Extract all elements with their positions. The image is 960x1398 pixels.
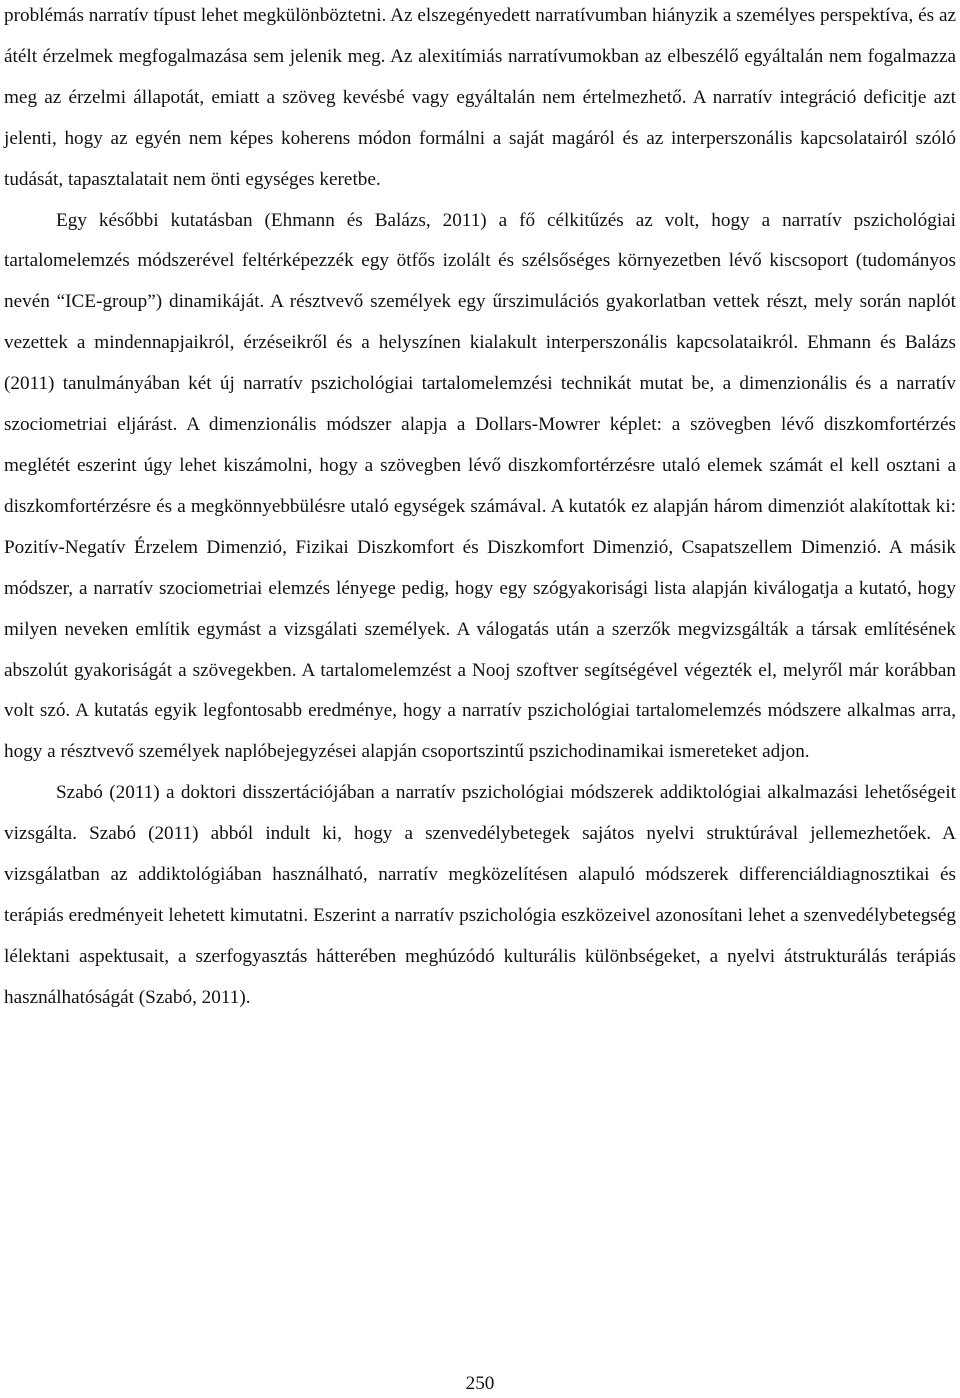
paragraph-szabo: Szabó (2011) a doktori disszertációjában a narratív pszichológiai módszerek addiktológiai alkalmazási lehetőségeit vizsgálta. Szabó (2011) abból indult ki, hogy a szenvedélybetegek sajátos nyelvi struktúrával jellemezhetőek. A vizsgálatban az addiktológiában használható, narratív megközelítésen alapuló módszerek differenciáldiagnosztikai és terápiás eredményeit lehetett kimutatni. Eszerint a narratív pszichológia eszközeivel azonosítani lehet a szenvedélybetegség lélektani aspektusait, a szerfogyasztás hátterében meghúzódó kulturális különbségeket, a nyelvi átstrukturálás terápiás használhatóságát (Szabó, 2011). xyxy=(4,782,956,1008)
document-page xyxy=(4,0,956,1019)
page-number: 250 xyxy=(465,1373,495,1394)
paragraph-continued: problémás narratív típust lehet megkülönböztetni. Az elszegényedett narratívumban hiányzik a személyes perspektíva, és az átélt érzelmek megfogalmazása sem jelenik meg. Az alexitímiás narratívumokban az elbeszélő egyáltalán nem fogalmazza meg az érzelmi állapotát, emiatt a szöveg kevésbé vagy egyáltalán nem értelmezhető. A narratív integráció deficitje azt jelenti, hogy az egyén nem képes koherens módon formálni a saját magáról és az interperszonális kapcsolatairól szóló tudását, tapasztalatait nem önti egységes keretbe. xyxy=(4,5,956,190)
paragraph-ehmann-balazs: Egy későbbi kutatásban (Ehmann és Balázs, 2011) a fő célkitűzés az volt, hogy a narratív pszichológiai tartalomelemzés módszerével feltérképezzék egy ötfős izolált és szélsőséges környezetben lévő kiscsoport (tudományos nevén “ICE-group”) dinamikáját. A résztvevő személyek egy űrszimulációs gyakorlatban vettek részt, mely során naplót vezettek a mindennapjaikról, érzéseikről és a helyszínen kialakult interperszonális kapcsolataikról. Ehmann és Balázs (2011) tanulmányában két új narratív pszichológiai tartalomelemzési technikát mutat be, a dimenzionális és a narratív szociometriai eljárást. A dimenzionális módszer alapja a Dollars-Mowrer képlet: a szövegben lévő diszkomfortérzés meglétét eszerint úgy lehet kiszámolni, hogy a szövegben lévő diszkomfortérzésre utaló elemek számát el kell osztani a diszkomfortérzésre és a megkönnyebbülésre utaló egységek számával. A kutatók ez alapján három dimenziót alakítottak ki: Pozitív-Negatív Érzelem Dimenzió, Fizikai Diszkomfort és Diszkomfort Dimenzió, Csapatszellem Dimenzió. A másik módszer, a narratív szociometriai elemzés lényege pedig, hogy egy szógyakorisági lista alapján kiválogatja a kutató, hogy milyen neveken említik egymást a vizsgálati személyek. A válogatás után a szerzők megvizsgálták a társak említésének abszolút gyakoriságát a szövegekben. A tartalomelemzést a Nooj szoftver segítségével végezték el, melyről már korábban volt szó. A kutatás egyik legfontosabb eredménye, hogy a narratív pszichológiai tartalomelemzés módszere alkalmas arra, hogy a résztvevő személyek naplóbejegyzései alapján csoportszintű pszichodinamikai ismereteket adjon. xyxy=(4,209,956,763)
